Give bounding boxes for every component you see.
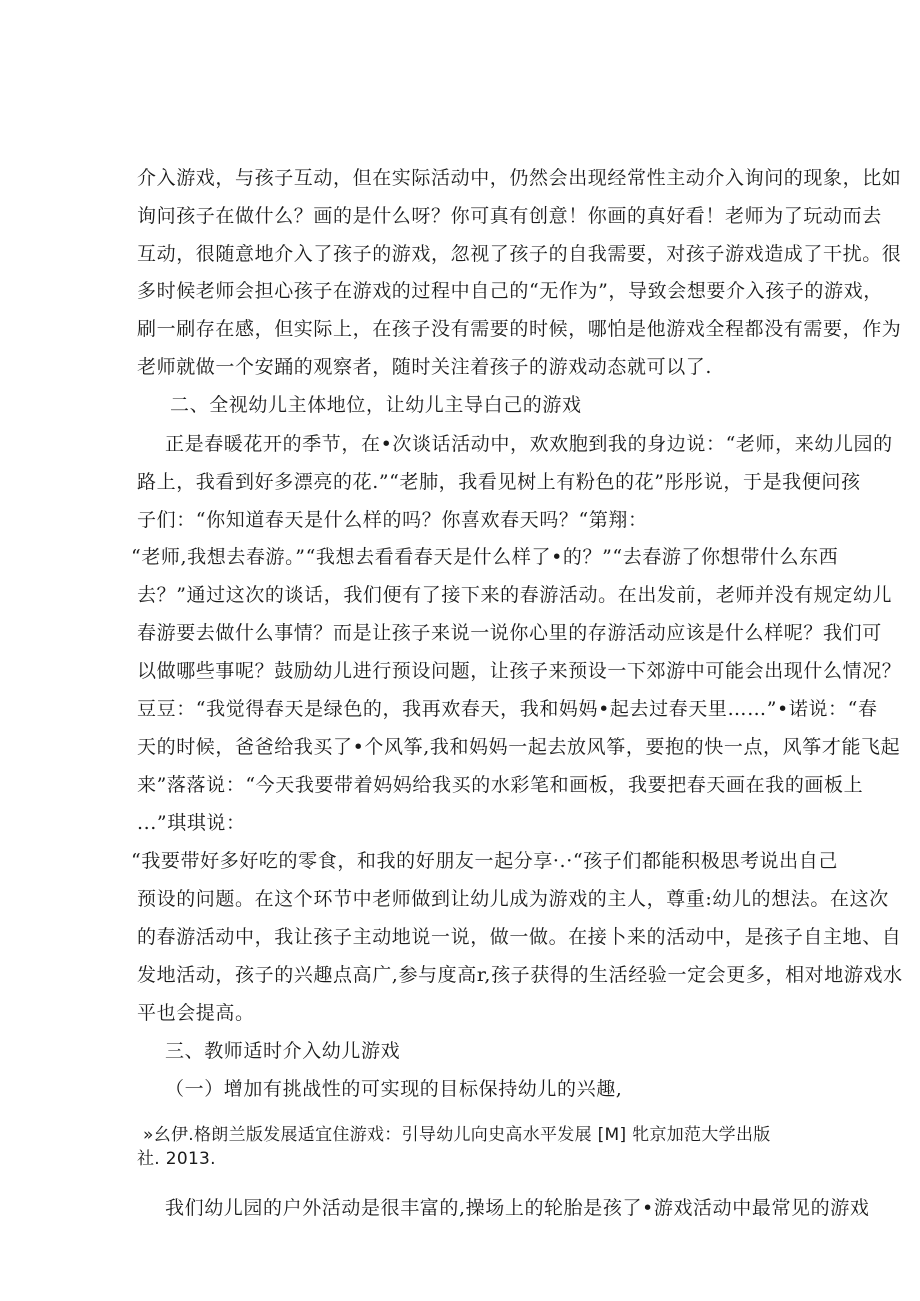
text-line: 预设的问题。在这个环节中老师做到让幼儿成为游戏的主人，尊重:幼儿的想法。在这次 — [137, 888, 889, 910]
text-line: 发地活动，孩子的兴趣点高广,参与度高r,孩子获得的生活经验一定会更多，相对地游戏水 — [137, 964, 903, 986]
text-line: 刷一刷存在感，但实际上，在孩子没有需要的时候，哪怕是他游戏全程都没有需要，作为 — [137, 318, 902, 340]
text-line: “我要带好多好吃的零食，和我的好朋友一起分享·.·“孩子们都能积极思考说出自己 — [131, 850, 838, 872]
text-line: 子们：“你知道春天是什么样的吗？你喜欢春天吗？“第翔： — [137, 509, 648, 531]
text-line: 老师就做一个安踊的观察者，随时关注着孩子的游戏动态就可以了. — [137, 356, 713, 378]
text-line: “老师,我想去春游。”“我想去看看春天是什么样了•的？”“去春游了你想带什么东西 — [131, 546, 839, 568]
text-line: 去？”通过这次的谈话，我们便有了接下来的春游活动。在出发前，老师并没有规定幼儿 — [137, 584, 893, 606]
text-line: 以做哪些事呢？鼓励幼儿进行预设问题，让孩子来预设一下郊游中可能会出现什么情况？ — [137, 660, 902, 682]
text-line: 我们幼儿园的户外活动是很丰富的,操场上的轮胎是孩了•游戏活动中最常见的游戏 — [165, 1197, 870, 1219]
text-line: 豆豆：“我觉得春天是绿色的，我再欢春天，我和妈妈•起去过春天里……”•诺说：“春 — [137, 698, 878, 720]
text-line: 平也会提高。 — [137, 1002, 255, 1024]
text-line: 询问孩子在做什么？画的是什么呀？你可真有创意！你画的真好看！老师为了玩动而去 — [137, 205, 882, 227]
text-line: 多时候老师会担心孩子在游戏的过程中自己的“无作为”，导致会想要介入孩子的游戏， — [137, 280, 883, 302]
text-line: 正是春暖花开的季节，在•次谈话活动中，欢欢胞到我的身边说：“老师，来幼儿园的 — [165, 433, 893, 455]
footnote-line: 社. 2013. — [137, 1149, 216, 1169]
text-line: 来”落落说：“今天我要带着妈妈给我买的水彩笔和画板，我要把春天画在我的画板上 — [137, 774, 864, 796]
text-line: 的春游活动中，我让孩子主动地说一说，做一做。在接卜来的活动中，是孩子自主地、自 — [137, 926, 902, 948]
section-heading-2: 二、全视幼儿主体地位，让幼儿主导白己的游戏 — [170, 394, 582, 416]
text-line: 互动，很随意地介入了孩子的游戏，忽视了孩子的自我需要，对孩子游戏造成了干扰。很 — [137, 243, 902, 265]
text-line: ...”琪琪说： — [137, 812, 246, 834]
text-line: 春游要去做什么事情？而是让孩子来说一说你心里的存游活动应该是什么样呢？我们可 — [137, 622, 882, 644]
subsection-heading: （一）增加有挑战性的可实现的目标保持幼儿的兴趣, — [165, 1078, 623, 1100]
section-heading-3: 三、教师适时介入幼儿游戏 — [165, 1040, 401, 1062]
text-line: 介入游戏，与孩子互动，但在实际活动中，仍然会出现经常性主动介入询问的现象，比如 — [137, 167, 902, 189]
text-line: 天的时候，爸爸给我买了•个风筝,我和妈妈一起去放风筝，要抱的快一点，风筝才能飞起 — [137, 736, 901, 758]
footnote-line: »幺伊.格朗兰版发展适宜住游戏：引导幼儿向史高水平发展 [M] 牝京加范大学出版 — [143, 1125, 771, 1145]
text-line: 路上，我看到好多漂亮的花.”“老肺，我看见树上有粉色的花”彤彤说，于是我便问孩 — [137, 471, 861, 493]
